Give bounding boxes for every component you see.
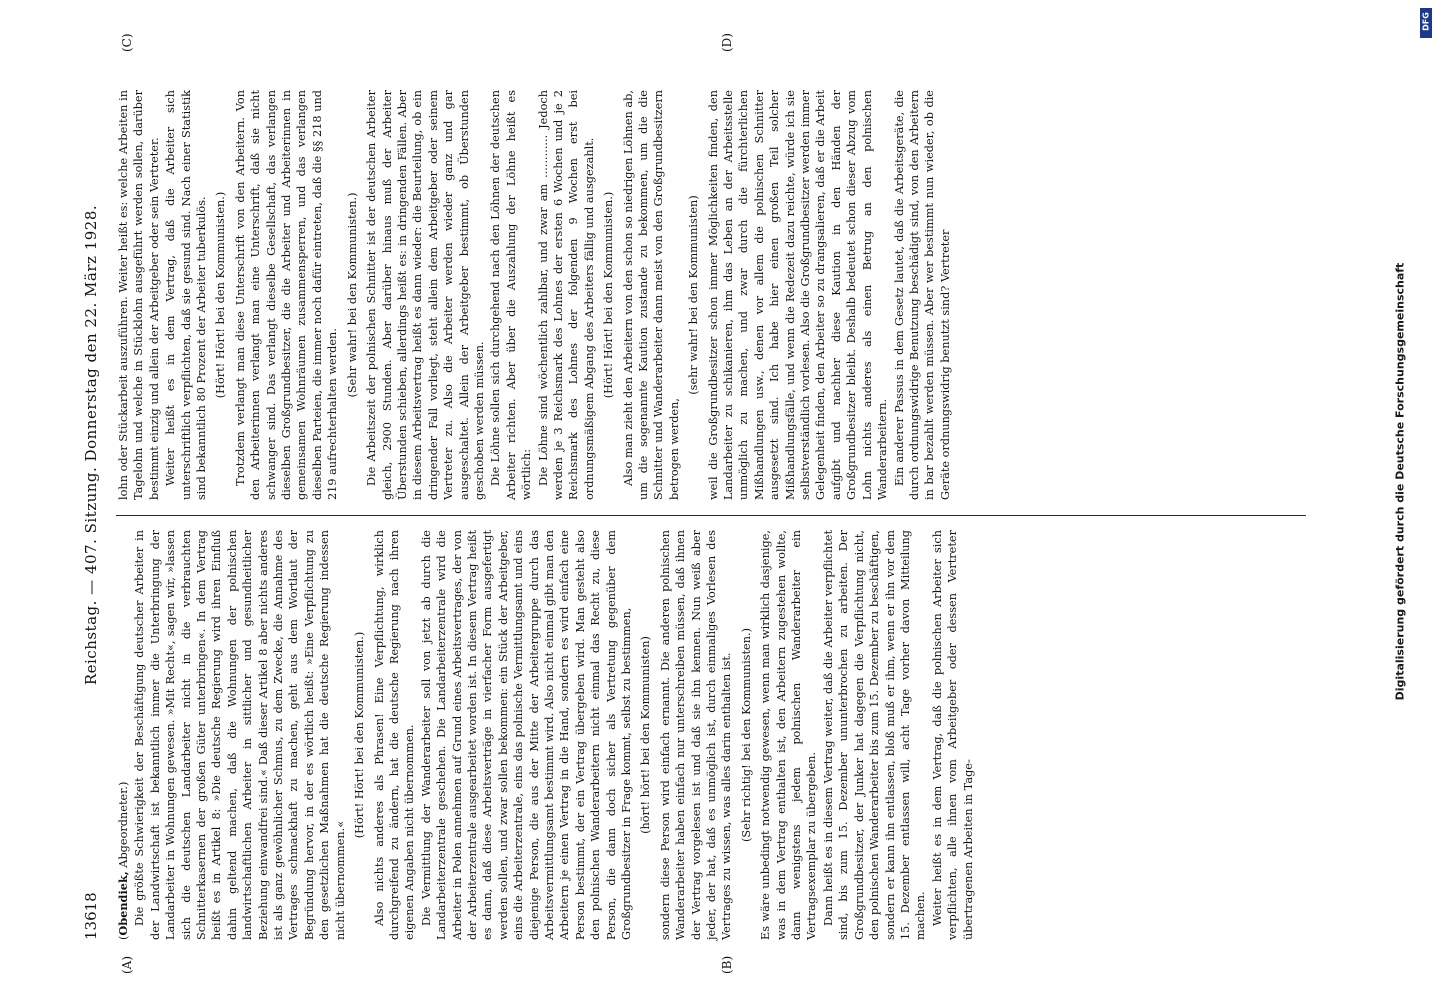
margin-marker-c: (C) [120, 33, 134, 52]
paragraph: Die Vermittlung der Wanderarbeiter soll von jetzt ab durch die Landarbeiterzentrale geschehen. Die Landarbeiterzentrale wird die Arbeiter in Polen annehmen auf Grund eines Arbeitsvertrages, der von der Arbeiterzentrale ausgearbeitet worden ist. In diesem Vertrag heißt es dann, daß diese Arbeitsverträge in vierfacher Form ausgefertigt werden sollen, und zwar sollen bekommen: ein Stück der Arbeitgeber, eins die Arbeiterzentrale, eins das polnische Vermittlungsamt und eins diejenige Person, die aus der Mitte der Arbeitergruppe durch das Arbeitsvermittlungsamt bestimmt wird. Also nicht einmal gibt man den Arbeitern je einen Vertrag in die Hand, sondern es wird einfach eine Person bestimmt, der ein Vertrag übergeben wird. Man gesteht also den polnischen Wanderarbeitern nicht einmal das Recht zu, diese Person, die dann doch sicher als Vertretung gegenüber dem Großgrundbesitzer in Frage kommt, selbst zu bestimmen, [419, 530, 633, 940]
dfg-logo [1420, 8, 1432, 38]
paragraph: lohn oder Stückarbeit auszuführen. Weiter heißt es: welche Arbeiten in Tagelohn und welche in Stücklohn ausgeführt werden sollen, darüber bestimmt einzig und allein der Arbeitgeber oder sein Vertreter. [117, 90, 161, 500]
paragraph: Die Arbeitszeit der polnischen Schnitter ist der deutschen Arbeiter gleich, 2900 Stunden. Aber darüber hinaus muß der Arbeiter Überstunden schieben, allerdings heißt es: in dringenden Fällen. Aber in diesem Arbeitsvertrag heißt es dann wieder: die Beurteilung, ob ein dringender Fall vorliegt, steht allein dem Arbeitgeber oder seinem Vertreter zu. Also die Arbeiter werden wieder ganz und gar ausgeschaltet. Allein der Arbeitgeber bestimmt, ob Überstunden geschoben werden müssen. [365, 90, 486, 500]
paragraph: weil die Großgrundbesitzer schon immer Möglichkeiten finden, den Landarbeiter zu schikanieren, ihm das Leben an der Arbeitsstelle unmöglich zu machen, und zwar durch die fürchterlichen Mißhandlungen usw., denen vor allem die polnischen Schnitter ausgesetzt sind. Ich habe hier einen großen Teil solcher Mißhandlungsfälle, und wenn die Redezeit dazu reichte, würde ich sie selbstverständlich vorlesen. Also die Großgrundbesitzer werden immer Gelegenheit finden, den Arbeiter so zu drangsalieren, daß er die Arbeit aufgibt und nachher diese Kaution in den Händen der Großgrundbesitzer bleibt. Deshalb bedeutet schon dieser Abzug vom Lohn nichts anderes als einen Betrug an den polnischen Wanderarbeitern. [706, 90, 890, 500]
interjection: (Hört! Hört! bei den Kommunisten.) [214, 191, 228, 399]
digitization-note: Digitalisierung gefördert durch die Deutsche Forschungsgemeinschaft [1393, 262, 1407, 701]
paragraph: Die größte Schwierigkeit der Beschäftigung deutscher Arbeiter in der Landwirtschaft ist bekanntlich immer die Unterbringung der Landarbeiter in Wohnungen gewesen. »Mit Recht«, sagen wir, »lassen sich die deutschen Landarbeiter nicht in die verbrauchten Schnitterkasernen der großen Güter unterbringen«. In dem Vertrag heißt es in Artikel 8: »Die deutsche Regierung wird ihren Einfluß dahin geltend machen, daß die Wohnungen der polnischen landwirtschaftlichen Arbeiter in sittlicher und gesundheitlicher Beziehung einwandfrei sind.« Daß dieser Artikel 8 aber nichts anderes ist als ganz gewöhnlicher Schmus, zu dem Zwecke, die Annahme des Vertrages schmackhaft zu machen, geht aus dem Wortlaut der Begründung hervor, in der es wörtlich heißt: »Eine Verpflichtung zu den gesetzlichen Maßnahmen hat die deutsche Regierung indessen nicht übernommen.« [133, 530, 347, 940]
paragraph: Ein anderer Passus in dem Gesetz lautet, daß die Arbeitsgeräte, die durch ordnungswidrige Benutzung beschädigt sind, von den Arbeitern in bar bezahlt werden müssen. Aber wer bestimmt nun wieder, ob die Geräte ordnungswidrig benutzt sind? Vertreter [892, 90, 952, 500]
margin-marker-b: (B) [720, 955, 734, 974]
paragraph: Also nichts anderes als Phrasen! Eine Verpflichtung, wirklich durchgreifend zu ändern, hat die deutsche Regierung nach ihren eigenen Angaben nicht übernommen. [372, 530, 417, 940]
paragraph: Also man zieht den Arbeitern von den schon so niedrigen Löhnen ab, um die sogenannte Kaution zustande zu bekommen, um die die Schnitter und Wanderarbeiter dann meist von den Großgrundbesitzern betrogen werden, [621, 90, 681, 500]
paragraph: Trotzdem verlangt man diese Unterschrift von den Arbeitern. Von den Arbeiterinnen verlangt man eine Unterschrift, daß sie nicht schwanger sind. Das verlangt dieselbe Gesellschaft, das verlangen dieselben Großgrundbesitzer, die die Arbeiter und Arbeiterinnen in gemeinsamen Wohnräumen zusammensperren, und das verlangen dieselben Parteien, die immer noch dafür eintreten, daß die §§ 218 und 219 aufrechterhalten werden. [233, 90, 340, 500]
margin-marker-a: (A) [120, 955, 134, 974]
page-title: Reichstag. — 407. Sitzung. Donnerstag den 22. März 1928. [82, 204, 100, 686]
paragraph: Weiter heißt es in dem Vertrag, daß die polnischen Arbeiter sich verpflichten, alle ihnen vom Arbeitgeber oder dessen Vertreter übertragenen Arbeiten in Tage- [930, 530, 975, 940]
page-number: 13618 [82, 892, 100, 940]
paragraph: Es wäre unbedingt notwendig gewesen, wenn man wirklich dasjenige, was in dem Vertrag enthalten ist, den Arbeitern zugestehen wollte, dann wenigstens jedem polnischen Wanderarbeiter ein Vertragsexemplar zu übergeben. [759, 530, 819, 940]
digitization-sidebar [1375, 0, 1425, 1000]
paragraph: Die Löhne sollen sich durchgehend nach den Löhnen der deutschen Arbeiter richten. Aber über die Auszahlung der Löhne heißt es wörtlich: [489, 90, 534, 500]
dfg-logo-text: DFG [1421, 12, 1431, 31]
interjection: (Sehr wahr! bei den Kommunisten.) [345, 192, 359, 398]
interjection: (hört! hört! bei den Kommunisten) [639, 636, 653, 834]
speaker-role: Abgeordneter.) [117, 781, 130, 868]
margin-marker-d: (D) [720, 33, 734, 52]
document-page [80, 33, 1340, 974]
paragraph: Weiter heißt es in dem Vertrag, daß die Arbeiter sich unterschriftlich verpflichten, daß sie gesund sind. Nach einer Statistik sind bekanntlich 80 Prozent der Arbeiter tuberkulös. [164, 90, 209, 500]
paragraph: sondern diese Person wird einfach ernannt. Die anderen polnischen Wanderarbeiter haben einfach nur unterschreiben müssen, daß ihnen der Vertrag vorgelesen ist und daß sie ihn kennen. Nun weiß aber jeder, der hat, daß es unmöglich ist, durch einmaliges Vorlesen des Vertrages zu wissen, was alles darin enthalten ist. [658, 530, 734, 940]
left-column [116, 530, 977, 940]
column-divider [116, 515, 1306, 516]
speaker-name: Obendiek, [116, 871, 130, 936]
interjection: (Hört! Hört! bei den Kommunisten.) [602, 191, 616, 399]
page-header [80, 60, 106, 940]
speaker-line: (Obendiek, Abgeordneter.) [116, 781, 130, 940]
paragraph: Dann heißt es in diesem Vertrag weiter, daß die Arbeiter verpflichtet sind, bis zum 15. Dezember ununterbrochen zu arbeiten. Der Großgrundbesitzer, der Junker hat dagegen die Verpflichtung nicht, den polnischen Wanderarbeiter bis zum 15. Dezember zu beschäftigen, sondern er kann ihn entlassen, bloß muß er ihm, wenn er ihn vor dem 15. Dezember entlassen will, acht Tage vorher davon Mitteilung machen. [821, 530, 928, 940]
interjection: (Hört! Hört! bei den Kommunisten.) [353, 631, 367, 839]
quotation: Die Löhne sind wöchentlich zahlbar, und zwar am ............ Jedoch werden je 3 Reichsmark des Lohnes der ersten 6 Wochen und je 2 Reichsmark des Lohnes der folgenden 9 Wochen erst bei ordnungsmäßigem Abgang des Arbeiters fällig und ausgezahlt. [536, 90, 596, 500]
right-column [116, 90, 954, 500]
interjection: (sehr wahr! bei den Kommunisten) [687, 195, 701, 395]
interjection: (Sehr richtig! bei den Kommunisten.) [739, 628, 753, 842]
